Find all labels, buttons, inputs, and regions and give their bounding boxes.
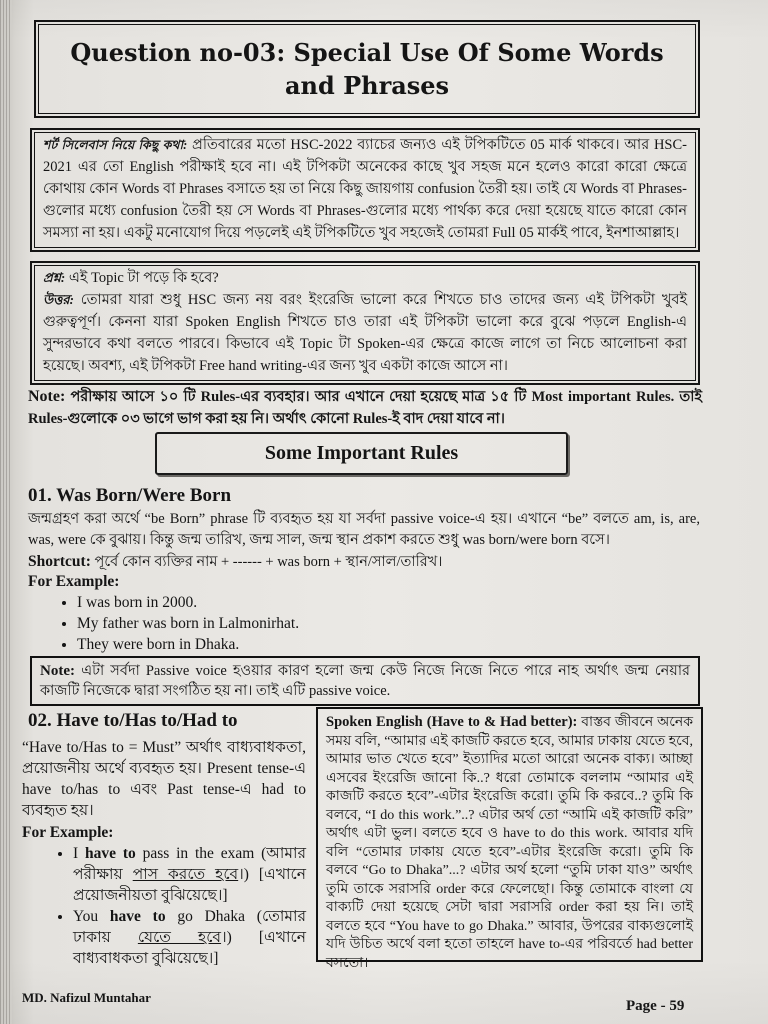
example-underlined: যেতে হবে [137, 929, 222, 946]
shortcut-text: পূর্বে কোন ব্যক্তির নাম + ------ + was born + স্থান/সাল/তারিখ। [90, 554, 443, 570]
page-title: Question no-03: Special Use Of Some Words and Phrases [70, 38, 664, 100]
book-binding-edge [0, 0, 12, 1024]
section-banner [155, 432, 568, 475]
title-box-inner [38, 24, 696, 114]
rule2-example-list [22, 843, 306, 969]
example-verb: have to [85, 845, 136, 862]
section-banner-title: Some Important Rules [264, 442, 459, 464]
spoken-english-text: বাস্তব জীবনে অনেক সময় বলি, “আমার এই কাজটি করতে হবে, আমার ঢাকায় যেতে হবে, আমার ভাত খেতে হবে” ইত্যাদির মতো আরো অনেক বাক্য। আচ্ছা এসবের ইংরেজি জানো কি..? ধরো তোমাকে বললাম “আমার এই কাজটি করতে হবে”-এটার ইংরেজি করো। তুমি কি করবে..? তুমি কি বলবে, “I do this work.”..? এটার অর্থ তো “আমি এই কাজটি করি” অর্থাৎ এটা ভুল। বলতে হবে ও have to do this work. আবার যদি বলি “তোমার ঢাকায় যেতে হবে”-এটার ইংরেজি করো। তুমি কি বলবে “Go to Dhaka”...? এটার অর্থ হলো “তুমি ঢাকা যাও” অর্থাৎ তুমি তাকে সরাসরি order করে ফেলেছো। কিন্তু তোমাকে বাংলা যে বাক্যটি দেয়া হয়েছে সেটা দ্বারা সরাসরি order করা হয় নি। তাই বলতে হবে “You have to go Dhaka.” আবার, উপরের বাক্যগুলোই যদি উচিত অর্থে বলা হতো তাহলে have to-এর পরিবর্তে had better বসতো। [326, 715, 693, 971]
rule1-heading: 01. Was Born/Were Born [28, 485, 232, 506]
shortcut-label: Shortcut: [28, 553, 91, 570]
spoken-english-label: Spoken English (Have to & Had better): [326, 714, 578, 730]
answer-label: উত্তর: [43, 292, 74, 307]
example-item [73, 906, 306, 969]
passive-voice-note-text: এটা সর্বদা Passive voice হওয়ার কারণ হলো জন্ম কেউ নিজে নিজে নিতে পারে নাহ অর্থাৎ জন্ম নেয়ার কাজটি নিজেকে দ্বারা সংগঠিত হয় না। তাই এটি passive voice. [40, 663, 690, 699]
example-underlined: পাস করতে হবে [132, 866, 239, 883]
question-answer-text [34, 265, 696, 381]
short-syllabus-label: শর্ট সিলেবাস নিয়ে কিছু কথা: [43, 138, 188, 152]
example-note: ।) [এখানে প্রয়োজনীয়তা বুঝিয়েছে।] [73, 866, 307, 904]
question-label: প্রশ্ন: [43, 270, 66, 285]
rule1-shortcut [28, 551, 700, 572]
question-answer-box [30, 261, 700, 385]
example-item: • I was born in 2000. [77, 592, 628, 613]
short-syllabus-body: প্রতিবারের মতো HSC-2022 ব্যাচের জন্যও এই টপিকটিতে 05 মার্ক থাকবে। আর HSC-2021 এর তো English পরীক্ষাই হবে না। এই টপিকটা অনেকের কাছে খুব সহজ মনে হলেও কারো কারো ক্ষেত্রে কোথায় কোন Words বা Phrases বসাতে হয় তা নিয়ে কিছু জায়গায় confusion তৈরী হয়। তাই যে Words বা Phrases-গুলোর মধ্যে confusion তৈরী হয় সে Words বা Phrases-গুলোর মধ্যে পার্থক্য করে দেয়া হয়েছে যাতে কারো কোন সমস্যা না হয়। একটু মনোযোগ দিয়ে পড়লেই এই টপিকটিতে খুব সহজেই তোমরা Full 05 মার্কই পাবে, ইনশাআল্লাহ। [43, 137, 687, 241]
short-syllabus-box [30, 128, 700, 252]
example-subject: You [73, 908, 110, 925]
exam-rules-note [28, 386, 702, 432]
title-box [34, 20, 700, 118]
rule2-heading: 02. Have to/Has to/Had to [28, 710, 238, 731]
example-item: • They were born in Dhaka. [77, 634, 628, 655]
page-number: Page - 59 [626, 998, 685, 1014]
exam-rules-note-text: পরীক্ষায় আসে ১০ টি Rules-এর ব্যবহার। আর এখানে দেয়া হয়েছে মাত্র ১৫ টি Most important Rules. তাই Rules-গুলোকে ০৩ ভাগে ভাগ করা হয় নি। অর্থাৎ কোনো Rules-ই বাদ দেয়া যাবে না। [28, 389, 702, 427]
rule2-left-column [22, 737, 306, 979]
example-verb: have to [109, 908, 166, 925]
example-subject: I [73, 845, 85, 862]
rule2-example-label: For Example: [22, 824, 114, 841]
rule1-example-list [28, 592, 628, 656]
question-line [43, 267, 687, 289]
short-syllabus-text [34, 132, 696, 248]
passive-voice-note-box [30, 656, 700, 706]
exam-rules-note-label: Note: [28, 388, 66, 405]
spoken-english-box [316, 707, 703, 971]
example-item: • My father was born in Lalmonirhat. [77, 613, 628, 634]
rule2-description: “Have to/Has to = Must” অর্থাৎ বাধ্যবাধকতা, প্রয়োজনীয় অর্থে ব্যবহৃত হয়। Present tense-এ have to/has to এবং Past tense-এ had to ব্যবহৃত হয়। [22, 739, 306, 819]
passive-voice-note-label: Note: [40, 663, 75, 679]
question-text: এই Topic টা পড়ে কি হবে? [65, 270, 219, 286]
rule1-example-label: For Example: [28, 573, 120, 590]
example-note: ।) [এখানে বাধ্যবাধকতা বুঝিয়েছে।] [73, 929, 306, 967]
example-rest: go Dhaka (তোমার ঢাকায় [73, 908, 306, 946]
answer-paragraph [43, 289, 687, 377]
example-rest: pass in the exam (আমার পরীক্ষায় [73, 845, 307, 883]
answer-text: তোমরা যারা শুধু HSC জন্য নয় বরং ইংরেজি ভালো করে শিখতে চাও তাদের জন্য এই টপিকটা খুবই গুরুত্বপূর্ণ। কেননা যারা Spoken English শিখতে চাও তারা এই টপিকটা ভালো করে বুঝে পড়লে English-এ সুন্দরভাবে কথা বলতে পারবে। কিভাবে এই Topic টা Spoken-এর ক্ষেত্রে কাজে লাগে তা নিচে আলোচনা করা হয়েছে। অবশ্য, এই টপিকটা Free hand writing-এর জন্য খুব একটা কাজে আসে না। [43, 292, 687, 374]
example-item [73, 843, 306, 906]
rule1-description: জন্মগ্রহণ করা অর্থে “be Born” phrase টি ব্যবহৃত হয় যা সর্বদা passive voice-এ হয়। এখানে “be” বলতে am, is, are, was, were কে বুঝায়। কিন্তু জন্ম তারিখ, জন্ম সাল, জন্ম স্থান প্রকাশ করতে শুধু was born/were born বসে। [28, 511, 700, 548]
author-name: MD. Nafizul Muntahar [22, 990, 151, 1005]
